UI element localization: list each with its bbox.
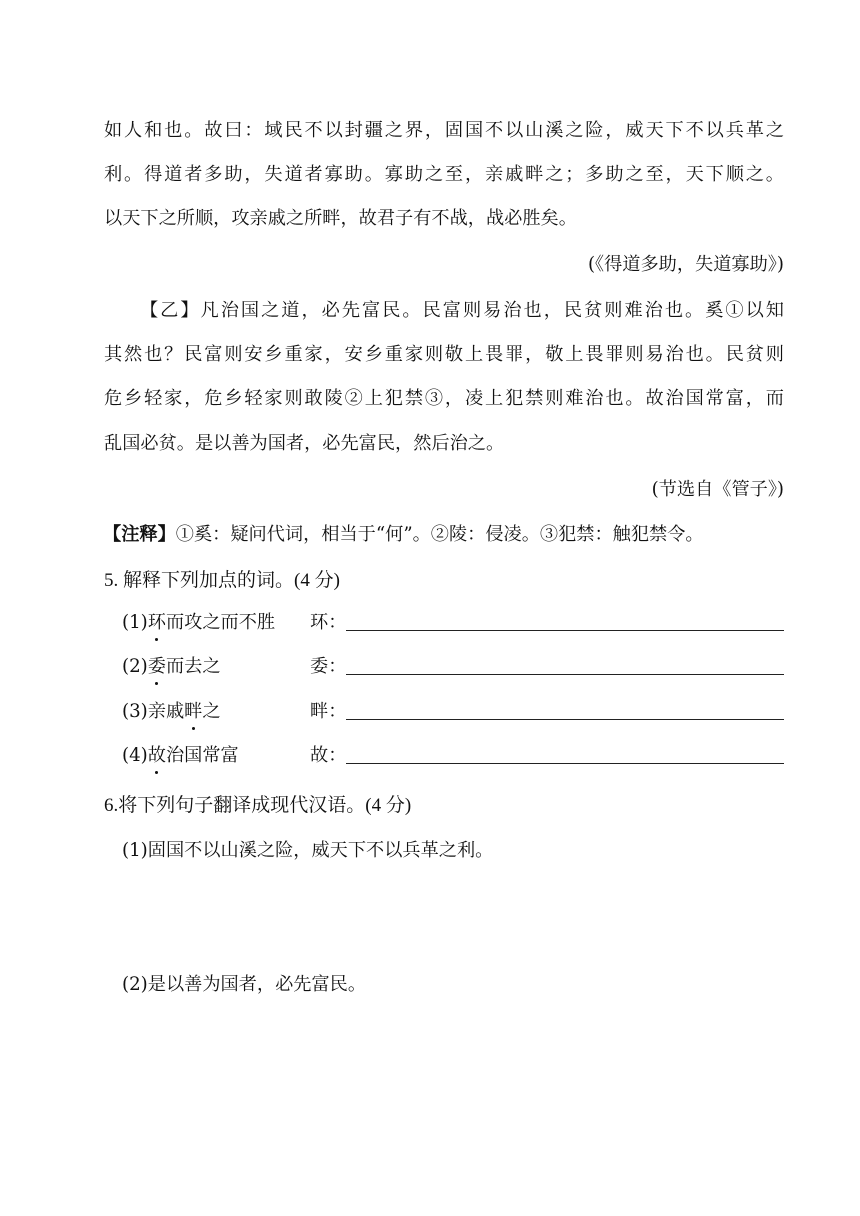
q5-item-2-num: (2) — [122, 656, 148, 677]
q5-item-2-after: 而去之 — [165, 656, 221, 677]
q5-item-3-dotted-word: 畔 — [184, 697, 202, 723]
q5-item-3-answer-blank[interactable] — [346, 719, 784, 720]
q5-item-4-answer-blank[interactable] — [346, 763, 784, 764]
q5-item-4-key: 故： — [310, 745, 347, 766]
passage-b-line-4: 乱国必贫。是以善为国者，必先富民，然后治之。 — [104, 433, 505, 454]
passage-b-line-1: 【乙】凡治国之道，必先富民。民富则易治也，民贫则难治也。奚①以知 — [140, 300, 784, 321]
q5-item-1-after: 而攻之而不胜 — [165, 612, 276, 633]
q6-item-2: (2)是以善为国者，必先富民。 — [122, 974, 367, 995]
q5-item-3 — [122, 697, 784, 727]
q5-item-3-num: (3) — [122, 701, 148, 722]
q5-item-3-after: 之 — [202, 701, 221, 722]
q6-item-1: (1)固国不以山溪之险，威天下不以兵革之利。 — [122, 840, 494, 861]
notes — [103, 520, 783, 546]
q5-item-4-dotted-word: 故 — [148, 741, 166, 767]
q5-item-1-dotted-word: 环 — [148, 608, 166, 634]
notes-text: ①奚：疑问代词，相当于“何”。②陵：侵凌。③犯禁：触犯禁令。 — [175, 524, 704, 545]
q5-item-2-dotted-word: 委 — [148, 652, 166, 678]
passage-a-line-1: 如人和也。故曰：域民不以封疆之界，固国不以山溪之险，威天下不以兵革之 — [104, 120, 784, 141]
q5-item-4-num: (4) — [122, 745, 148, 766]
q5-item-1 — [122, 608, 784, 638]
q5-item-3-before: 亲戚 — [147, 701, 185, 722]
q5-item-4 — [122, 741, 784, 771]
passage-a-source: (《得道多助，失道寡助》) — [587, 254, 784, 275]
q5-item-2-answer-blank[interactable] — [346, 674, 784, 675]
q5-item-4-after: 治国常富 — [165, 745, 239, 766]
passage-a-line-3: 以天下之所顺，攻亲戚之所畔，故君子有不战，战必胜矣。 — [104, 208, 577, 229]
passage-b-line-2: 其然也？民富则安乡重家，安乡重家则敬上畏罪，敬上畏罪则易治也。民贫则 — [104, 344, 784, 365]
q5-item-2-key: 委： — [310, 656, 347, 677]
q5-item-1-key: 环： — [310, 612, 347, 633]
passage-b-source: (节选自《管子》) — [651, 479, 784, 500]
q5-title: 5. 解释下列加点的词。(4 分) — [104, 570, 340, 591]
q6-title: 6.将下列句子翻译成现代汉语。(4 分) — [104, 795, 412, 816]
passage-b-line-3: 危乡轻家，危乡轻家则敢陵②上犯禁③，凌上犯禁则难治也。故治国常富，而 — [104, 388, 784, 409]
q5-item-2 — [122, 652, 784, 682]
q5-item-1-num: (1) — [122, 612, 148, 633]
q5-item-3-key: 畔： — [310, 701, 347, 722]
passage-a-line-2: 利。得道者多助，失道者寡助。寡助之至，亲戚畔之；多助之至，天下顺之。 — [104, 164, 784, 185]
notes-label: 【注释】 — [103, 524, 176, 545]
q5-item-1-answer-blank[interactable] — [346, 630, 784, 631]
